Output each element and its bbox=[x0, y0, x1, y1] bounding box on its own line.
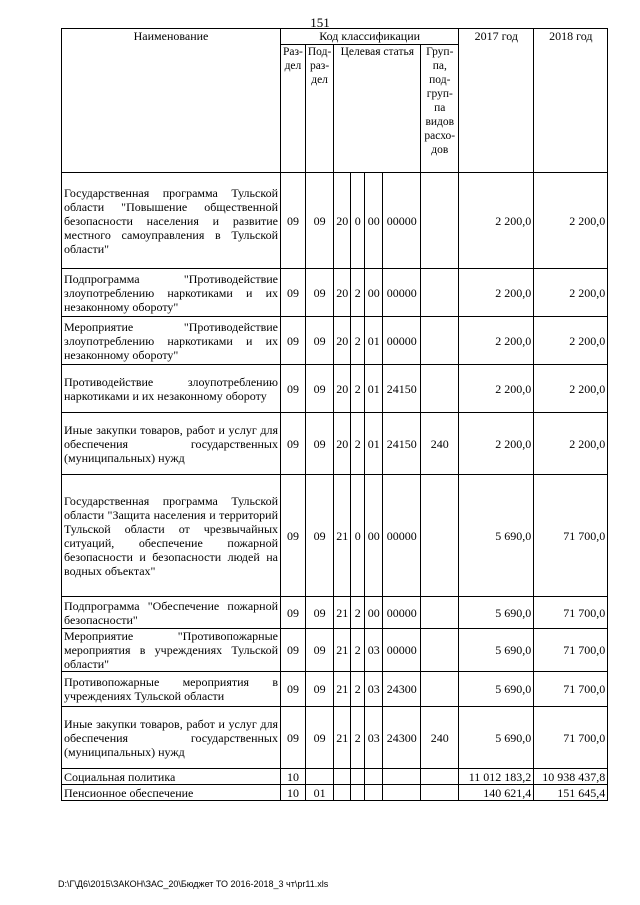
row-amount-2018: 10 938 437,8 bbox=[534, 769, 608, 785]
header-target-article: Целевая статья bbox=[334, 45, 421, 173]
file-path-footer: D:\Г\Д6\2015\ЗАКОН\ЗАС_20\Бюджет ТО 2016-2018_3 чт\pr11.xls bbox=[58, 879, 329, 889]
row-expense-type bbox=[421, 365, 459, 413]
row-podrazdel: 09 bbox=[305, 317, 333, 365]
row-amount-2017: 2 200,0 bbox=[459, 317, 534, 365]
row-target-event: 00 bbox=[365, 597, 383, 629]
row-target-program: 20 bbox=[334, 173, 351, 269]
row-expense-type bbox=[421, 629, 459, 672]
row-target-program: 21 bbox=[334, 707, 351, 769]
row-target-direction: 00000 bbox=[383, 475, 421, 597]
row-podrazdel: 09 bbox=[305, 365, 333, 413]
row-expense-type: 240 bbox=[421, 707, 459, 769]
row-target-subprogram: 2 bbox=[351, 365, 365, 413]
row-target-event: 01 bbox=[365, 413, 383, 475]
row-name: Социальная политика bbox=[62, 769, 281, 785]
row-target-event: 00 bbox=[365, 475, 383, 597]
header-razdel: Раз- дел bbox=[281, 45, 306, 173]
row-target-subprogram: 0 bbox=[351, 173, 365, 269]
row-amount-2018: 71 700,0 bbox=[534, 629, 608, 672]
table-row bbox=[62, 365, 608, 413]
header-year-2018: 2018 год bbox=[534, 29, 608, 173]
row-razdel: 10 bbox=[281, 785, 306, 801]
row-target-event: 01 bbox=[365, 365, 383, 413]
row-podrazdel: 09 bbox=[305, 173, 333, 269]
row-name: Иные закупки товаров, работ и услуг для обеспечения государственных (муниципальных) нужд bbox=[62, 707, 281, 769]
row-podrazdel: 09 bbox=[305, 475, 333, 597]
row-target-direction: 24300 bbox=[383, 707, 421, 769]
row-expense-type bbox=[421, 769, 459, 785]
row-target-direction: 00000 bbox=[383, 173, 421, 269]
row-expense-type bbox=[421, 672, 459, 707]
row-razdel: 09 bbox=[281, 475, 306, 597]
row-razdel: 09 bbox=[281, 317, 306, 365]
row-amount-2018: 2 200,0 bbox=[534, 317, 608, 365]
row-target-program bbox=[334, 769, 351, 785]
row-amount-2017: 5 690,0 bbox=[459, 672, 534, 707]
row-name: Подпрограмма "Противодействие злоупотреблению наркотиками и их незаконному обороту" bbox=[62, 269, 281, 317]
row-razdel: 09 bbox=[281, 672, 306, 707]
row-target-subprogram: 2 bbox=[351, 672, 365, 707]
row-podrazdel: 09 bbox=[305, 413, 333, 475]
row-target-event: 01 bbox=[365, 317, 383, 365]
row-name: Противодействие злоупотреблению наркотиками и их незаконному обороту bbox=[62, 365, 281, 413]
row-amount-2017: 140 621,4 bbox=[459, 785, 534, 801]
budget-table bbox=[61, 28, 608, 801]
row-amount-2017: 11 012 183,2 bbox=[459, 769, 534, 785]
row-target-event: 03 bbox=[365, 707, 383, 769]
row-amount-2017: 5 690,0 bbox=[459, 707, 534, 769]
row-target-event: 03 bbox=[365, 672, 383, 707]
row-target-direction: 00000 bbox=[383, 597, 421, 629]
row-target-subprogram: 2 bbox=[351, 629, 365, 672]
row-target-subprogram: 2 bbox=[351, 707, 365, 769]
row-expense-type bbox=[421, 475, 459, 597]
row-podrazdel: 09 bbox=[305, 597, 333, 629]
row-name: Государственная программа Тульской области "Защита населения и территорий Тульской области от чрезвычайных ситуаций, обеспечение пожарной безопасности и безопасности людей на водных объектах" bbox=[62, 475, 281, 597]
table-row bbox=[62, 597, 608, 629]
row-expense-type bbox=[421, 317, 459, 365]
table-row bbox=[62, 317, 608, 365]
row-target-subprogram: 2 bbox=[351, 413, 365, 475]
row-target-subprogram: 2 bbox=[351, 269, 365, 317]
table-row bbox=[62, 629, 608, 672]
row-name: Подпрограмма "Обеспечение пожарной безопасности" bbox=[62, 597, 281, 629]
row-podrazdel: 09 bbox=[305, 269, 333, 317]
row-target-program bbox=[334, 785, 351, 801]
row-podrazdel: 09 bbox=[305, 629, 333, 672]
row-amount-2017: 2 200,0 bbox=[459, 269, 534, 317]
row-amount-2017: 2 200,0 bbox=[459, 173, 534, 269]
row-amount-2018: 2 200,0 bbox=[534, 173, 608, 269]
row-amount-2017: 2 200,0 bbox=[459, 413, 534, 475]
row-podrazdel bbox=[305, 769, 333, 785]
row-target-program: 21 bbox=[334, 672, 351, 707]
row-target-direction: 24150 bbox=[383, 413, 421, 475]
row-expense-type bbox=[421, 597, 459, 629]
header-year-2017: 2017 год bbox=[459, 29, 534, 173]
row-amount-2018: 151 645,4 bbox=[534, 785, 608, 801]
row-target-direction bbox=[383, 769, 421, 785]
row-target-direction: 00000 bbox=[383, 269, 421, 317]
row-expense-type bbox=[421, 173, 459, 269]
row-target-program: 20 bbox=[334, 413, 351, 475]
row-target-subprogram bbox=[351, 785, 365, 801]
row-podrazdel: 09 bbox=[305, 672, 333, 707]
row-target-direction: 24150 bbox=[383, 365, 421, 413]
row-amount-2018: 71 700,0 bbox=[534, 672, 608, 707]
row-name: Пенсионное обеспечение bbox=[62, 785, 281, 801]
row-expense-type bbox=[421, 269, 459, 317]
row-razdel: 09 bbox=[281, 365, 306, 413]
row-name: Мероприятие "Противопожарные мероприятия в учреждениях Тульской области" bbox=[62, 629, 281, 672]
row-amount-2018: 71 700,0 bbox=[534, 475, 608, 597]
header-code: Код классификации bbox=[281, 29, 459, 45]
table-row bbox=[62, 769, 608, 785]
row-target-program: 20 bbox=[334, 365, 351, 413]
row-target-event: 00 bbox=[365, 173, 383, 269]
row-amount-2018: 2 200,0 bbox=[534, 365, 608, 413]
table-row bbox=[62, 707, 608, 769]
header-podrazdel: Под- раз- дел bbox=[305, 45, 333, 173]
row-amount-2017: 5 690,0 bbox=[459, 629, 534, 672]
row-amount-2018: 71 700,0 bbox=[534, 597, 608, 629]
row-target-event bbox=[365, 785, 383, 801]
row-razdel: 09 bbox=[281, 597, 306, 629]
table-row bbox=[62, 672, 608, 707]
row-razdel: 09 bbox=[281, 629, 306, 672]
table-row bbox=[62, 173, 608, 269]
row-name: Противопожарные мероприятия в учреждениях Тульской области bbox=[62, 672, 281, 707]
row-amount-2017: 5 690,0 bbox=[459, 597, 534, 629]
row-podrazdel: 09 bbox=[305, 707, 333, 769]
page-number: 151 bbox=[310, 15, 330, 30]
row-target-direction: 00000 bbox=[383, 317, 421, 365]
row-target-subprogram bbox=[351, 769, 365, 785]
table-row bbox=[62, 413, 608, 475]
row-target-direction: 00000 bbox=[383, 629, 421, 672]
row-name: Иные закупки товаров, работ и услуг для обеспечения государственных (муниципальных) нужд bbox=[62, 413, 281, 475]
header-name: Наименование bbox=[62, 29, 281, 173]
row-target-direction: 24300 bbox=[383, 672, 421, 707]
row-name: Государственная программа Тульской области "Повышение общественной безопасности населения и развитие местного самоуправления в Тульской области" bbox=[62, 173, 281, 269]
row-amount-2018: 71 700,0 bbox=[534, 707, 608, 769]
row-amount-2018: 2 200,0 bbox=[534, 413, 608, 475]
row-target-event bbox=[365, 769, 383, 785]
row-target-subprogram: 2 bbox=[351, 597, 365, 629]
row-podrazdel: 01 bbox=[305, 785, 333, 801]
row-target-direction bbox=[383, 785, 421, 801]
row-target-program: 21 bbox=[334, 597, 351, 629]
row-amount-2017: 2 200,0 bbox=[459, 365, 534, 413]
row-razdel: 09 bbox=[281, 707, 306, 769]
header-expense-group: Груп- па, под- груп- па видов расхо- дов bbox=[421, 45, 459, 173]
row-amount-2017: 5 690,0 bbox=[459, 475, 534, 597]
row-target-program: 21 bbox=[334, 475, 351, 597]
row-amount-2018: 2 200,0 bbox=[534, 269, 608, 317]
row-razdel: 10 bbox=[281, 769, 306, 785]
row-razdel: 09 bbox=[281, 413, 306, 475]
row-target-event: 03 bbox=[365, 629, 383, 672]
row-target-subprogram: 2 bbox=[351, 317, 365, 365]
row-expense-type bbox=[421, 785, 459, 801]
row-name: Мероприятие "Противодействие злоупотреблению наркотиками и их незаконному обороту" bbox=[62, 317, 281, 365]
row-expense-type: 240 bbox=[421, 413, 459, 475]
row-razdel: 09 bbox=[281, 173, 306, 269]
row-target-event: 00 bbox=[365, 269, 383, 317]
row-target-program: 21 bbox=[334, 629, 351, 672]
table-row bbox=[62, 269, 608, 317]
table-row bbox=[62, 475, 608, 597]
row-target-program: 20 bbox=[334, 317, 351, 365]
table-row bbox=[62, 785, 608, 801]
row-razdel: 09 bbox=[281, 269, 306, 317]
row-target-program: 20 bbox=[334, 269, 351, 317]
row-target-subprogram: 0 bbox=[351, 475, 365, 597]
